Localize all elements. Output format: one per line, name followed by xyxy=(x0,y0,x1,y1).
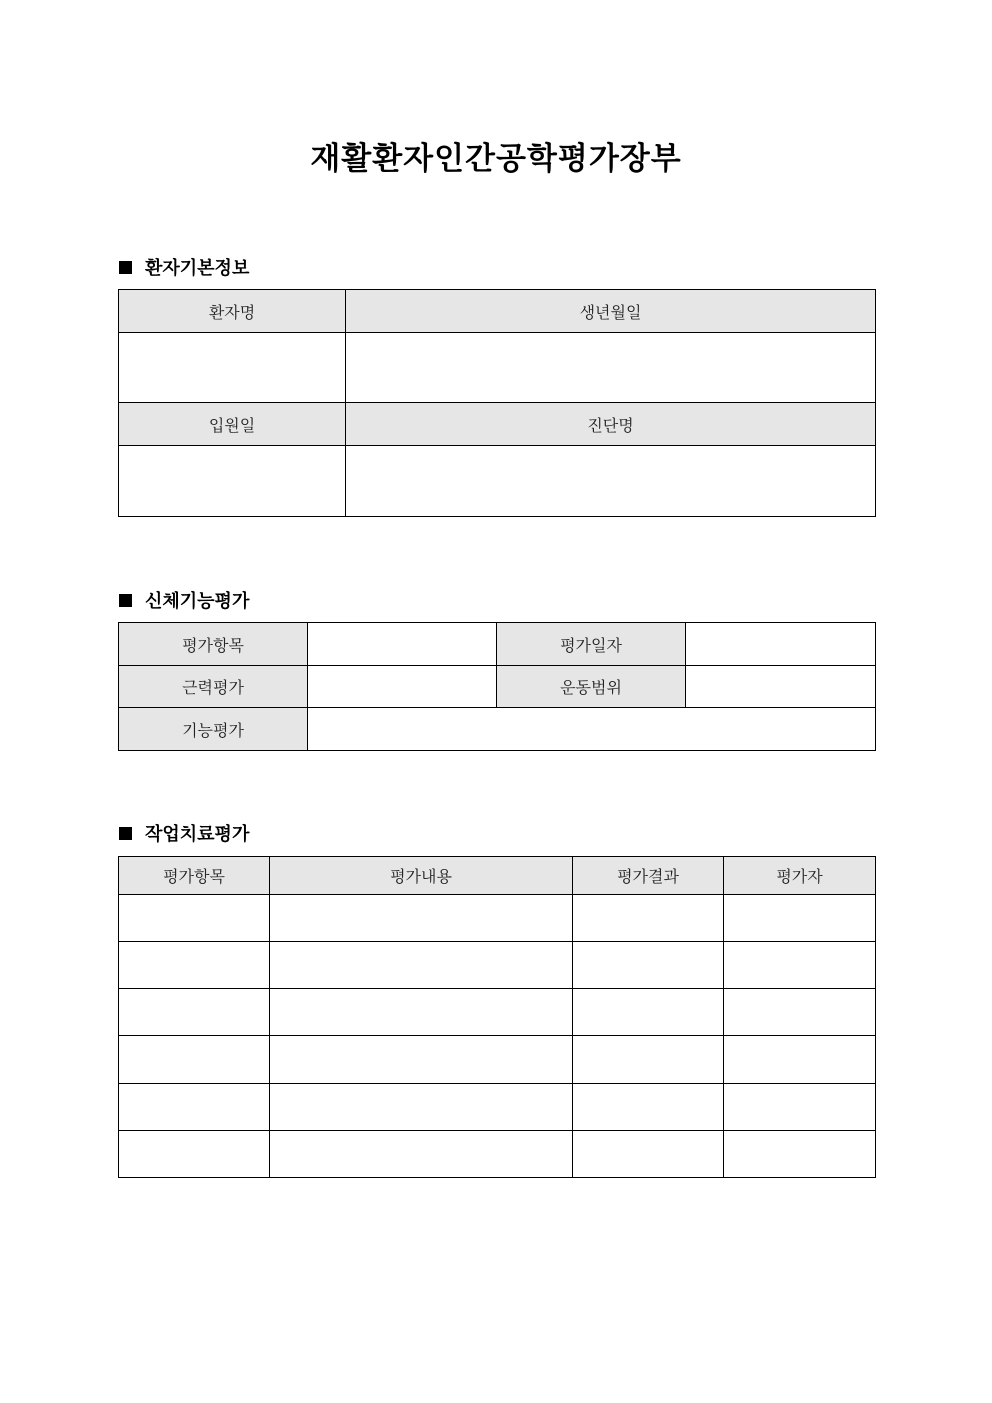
table-row xyxy=(119,1036,876,1084)
function-eval-field[interactable] xyxy=(308,708,876,751)
section-heading-label: 환자기본정보 xyxy=(145,258,250,279)
eval-date-field[interactable] xyxy=(686,623,876,666)
table-cell[interactable] xyxy=(119,895,270,942)
column-header: 평가결과 xyxy=(573,857,724,895)
table-cell[interactable] xyxy=(724,895,876,942)
label-range-of-motion: 운동범위 xyxy=(497,666,686,708)
patient-info-table xyxy=(118,289,876,517)
table-cell[interactable] xyxy=(270,895,573,942)
admission-date-field[interactable] xyxy=(119,446,346,517)
table-cell[interactable] xyxy=(270,1131,573,1178)
label-eval-date: 평가일자 xyxy=(497,623,686,666)
column-header: 평가내용 xyxy=(270,857,573,895)
column-header: 평가자 xyxy=(724,857,876,895)
section-heading-patient-info xyxy=(119,254,249,280)
table-cell[interactable] xyxy=(573,1084,724,1131)
diagnosis-field[interactable] xyxy=(346,446,876,517)
table-cell[interactable] xyxy=(119,1084,270,1131)
birthdate-field[interactable] xyxy=(346,333,876,403)
table-cell[interactable] xyxy=(724,1131,876,1178)
occupational-eval-table xyxy=(118,856,876,1178)
physical-eval-table xyxy=(118,622,876,751)
label-function-eval: 기능평가 xyxy=(119,708,308,751)
table-cell[interactable] xyxy=(270,942,573,989)
table-cell[interactable] xyxy=(270,989,573,1036)
header-birthdate: 생년월일 xyxy=(346,290,876,333)
section-heading-physical-eval xyxy=(119,587,249,613)
eval-item-field[interactable] xyxy=(308,623,497,666)
section-heading-label: 신체기능평가 xyxy=(145,591,250,612)
table-cell[interactable] xyxy=(119,942,270,989)
section-heading-occupational-eval xyxy=(119,820,249,846)
header-diagnosis: 진단명 xyxy=(346,403,876,446)
header-admission-date: 입원일 xyxy=(119,403,346,446)
table-cell[interactable] xyxy=(573,1131,724,1178)
column-header: 평가항목 xyxy=(119,857,270,895)
table-row xyxy=(119,1131,876,1178)
table-cell[interactable] xyxy=(573,989,724,1036)
table-row xyxy=(119,942,876,989)
table-row xyxy=(119,895,876,942)
table-cell[interactable] xyxy=(119,1036,270,1084)
table-cell[interactable] xyxy=(573,1036,724,1084)
square-bullet-icon xyxy=(119,827,132,840)
muscle-strength-field[interactable] xyxy=(308,666,497,708)
table-cell[interactable] xyxy=(573,942,724,989)
square-bullet-icon xyxy=(119,261,132,274)
label-muscle-strength: 근력평가 xyxy=(119,666,308,708)
table-cell[interactable] xyxy=(724,1036,876,1084)
table-cell[interactable] xyxy=(119,989,270,1036)
table-row xyxy=(119,1084,876,1131)
table-cell[interactable] xyxy=(724,1084,876,1131)
table-cell[interactable] xyxy=(270,1084,573,1131)
table-cell[interactable] xyxy=(724,989,876,1036)
range-of-motion-field[interactable] xyxy=(686,666,876,708)
document-title: 재활환자인간공학평가장부 xyxy=(310,141,682,177)
table-cell[interactable] xyxy=(724,942,876,989)
label-eval-item: 평가항목 xyxy=(119,623,308,666)
section-heading-label: 작업치료평가 xyxy=(145,824,250,845)
table-cell[interactable] xyxy=(119,1131,270,1178)
table-cell[interactable] xyxy=(573,895,724,942)
table-row xyxy=(119,989,876,1036)
table-cell[interactable] xyxy=(270,1036,573,1084)
header-patient-name: 환자명 xyxy=(119,290,346,333)
square-bullet-icon xyxy=(119,594,132,607)
patient-name-field[interactable] xyxy=(119,333,346,403)
